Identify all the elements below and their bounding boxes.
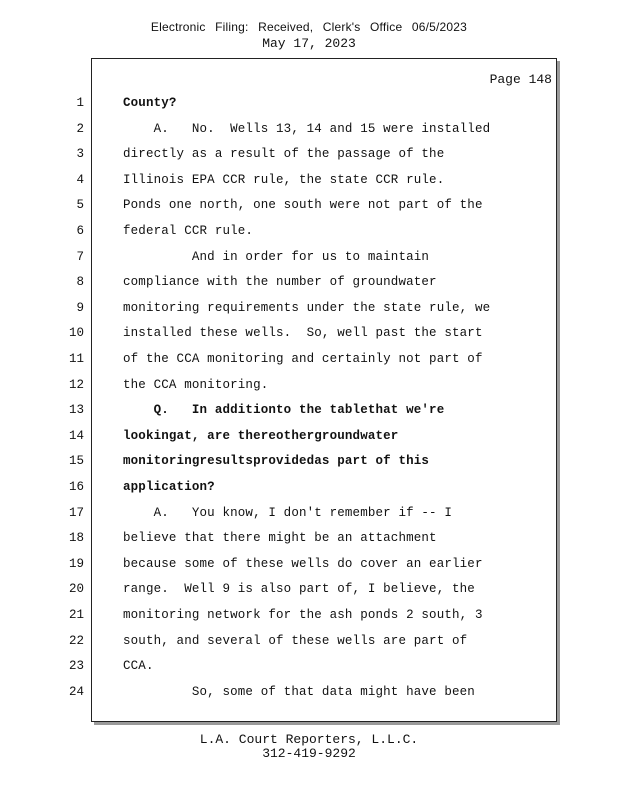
court-reporter-phone: 312-419-9292 (262, 746, 356, 761)
line-text: County? (123, 96, 177, 110)
line-text: monitoringresultsprovidedas part of this (123, 454, 430, 469)
line-text: the CCA monitoring. (123, 377, 269, 392)
transcript-line (0, 426, 618, 446)
transcript-line (0, 195, 618, 215)
line-text: application? (123, 480, 215, 494)
line-text: compliance with the number of groundwater (123, 275, 437, 290)
page-number: Page 148 (489, 72, 552, 87)
transcript-line (0, 221, 618, 241)
line-number: 1 (76, 96, 84, 110)
transcript-line (0, 298, 618, 318)
line-number: 11 (68, 352, 84, 366)
line-text: A. You know, I don't remember if -- I (123, 505, 453, 520)
transcript-line (0, 656, 618, 676)
line-number: 14 (68, 428, 84, 443)
transcript-line (0, 682, 618, 702)
line-number: 5 (76, 198, 84, 213)
line-text: Ponds one north, one south were not part of the (123, 198, 483, 213)
line-number: 4 (76, 172, 84, 187)
line-text: believe that there might be an attachment (123, 531, 437, 546)
line-text: installed these wells. So, well past the start (123, 326, 483, 341)
line-text: range. Well 9 is also part of, I believe, the (123, 582, 475, 597)
line-number: 6 (76, 224, 84, 238)
transcript-line (0, 631, 618, 651)
line-number: 18 (68, 531, 84, 546)
line-text: lookingat, are thereothergroundwater (123, 428, 399, 443)
line-number: 24 (68, 684, 84, 699)
line-number: 3 (76, 147, 84, 162)
line-number: 12 (68, 377, 84, 392)
line-text: monitoring requirements under the state rule, we (123, 300, 491, 315)
transcript-line (0, 554, 618, 574)
transcript-line (0, 247, 618, 267)
line-text: because some of these wells do cover an earlier (123, 556, 483, 571)
line-number: 2 (76, 121, 84, 136)
line-number: 21 (68, 608, 84, 622)
transcript-line (0, 93, 618, 113)
line-number: 16 (68, 480, 84, 494)
line-number: 10 (68, 326, 84, 341)
line-number: 22 (68, 633, 84, 648)
line-text: A. No. Wells 13, 14 and 15 were installed (123, 121, 491, 136)
line-text: monitoring network for the ash ponds 2 south, 3 (123, 608, 483, 622)
line-number: 15 (68, 454, 84, 469)
line-text: of the CCA monitoring and certainly not part of (123, 352, 483, 366)
line-text: federal CCR rule. (123, 224, 254, 238)
line-text: And in order for us to maintain (123, 249, 430, 264)
court-reporter-name: L.A. Court Reporters, L.L.C. (199, 732, 419, 747)
filing-stamp: Electronic Filing: Received, Clerk's Office 06/5/2023 (150, 20, 468, 34)
transcript-date: May 17, 2023 (262, 36, 356, 51)
line-number: 20 (68, 582, 84, 597)
transcript-line (0, 119, 618, 139)
line-text: Q. In additionto the tablethat we're (123, 403, 445, 418)
line-number: 7 (76, 249, 84, 264)
line-text: south, and several of these wells are part of (123, 633, 468, 648)
line-number: 13 (68, 403, 84, 418)
transcript-line (0, 579, 618, 599)
transcript-line (0, 323, 618, 343)
line-number: 23 (68, 659, 84, 674)
line-text: Illinois EPA CCR rule, the state CCR rule. (123, 172, 445, 187)
line-text: CCA. (123, 659, 154, 674)
transcript-line (0, 477, 618, 497)
line-number: 8 (76, 275, 84, 290)
line-number: 9 (76, 300, 84, 315)
transcript-line (0, 400, 618, 420)
line-number: 19 (68, 556, 84, 571)
transcript-line (0, 375, 618, 395)
transcript-line (0, 605, 618, 625)
transcript-line (0, 144, 618, 164)
transcript-line (0, 349, 618, 369)
transcript-line (0, 528, 618, 548)
transcript-line (0, 272, 618, 292)
line-text: So, some of that data might have been (123, 684, 475, 699)
transcript-line (0, 170, 618, 190)
line-text: directly as a result of the passage of the (123, 147, 445, 162)
line-number: 17 (68, 505, 84, 520)
transcript-line (0, 503, 618, 523)
transcript-line (0, 451, 618, 471)
